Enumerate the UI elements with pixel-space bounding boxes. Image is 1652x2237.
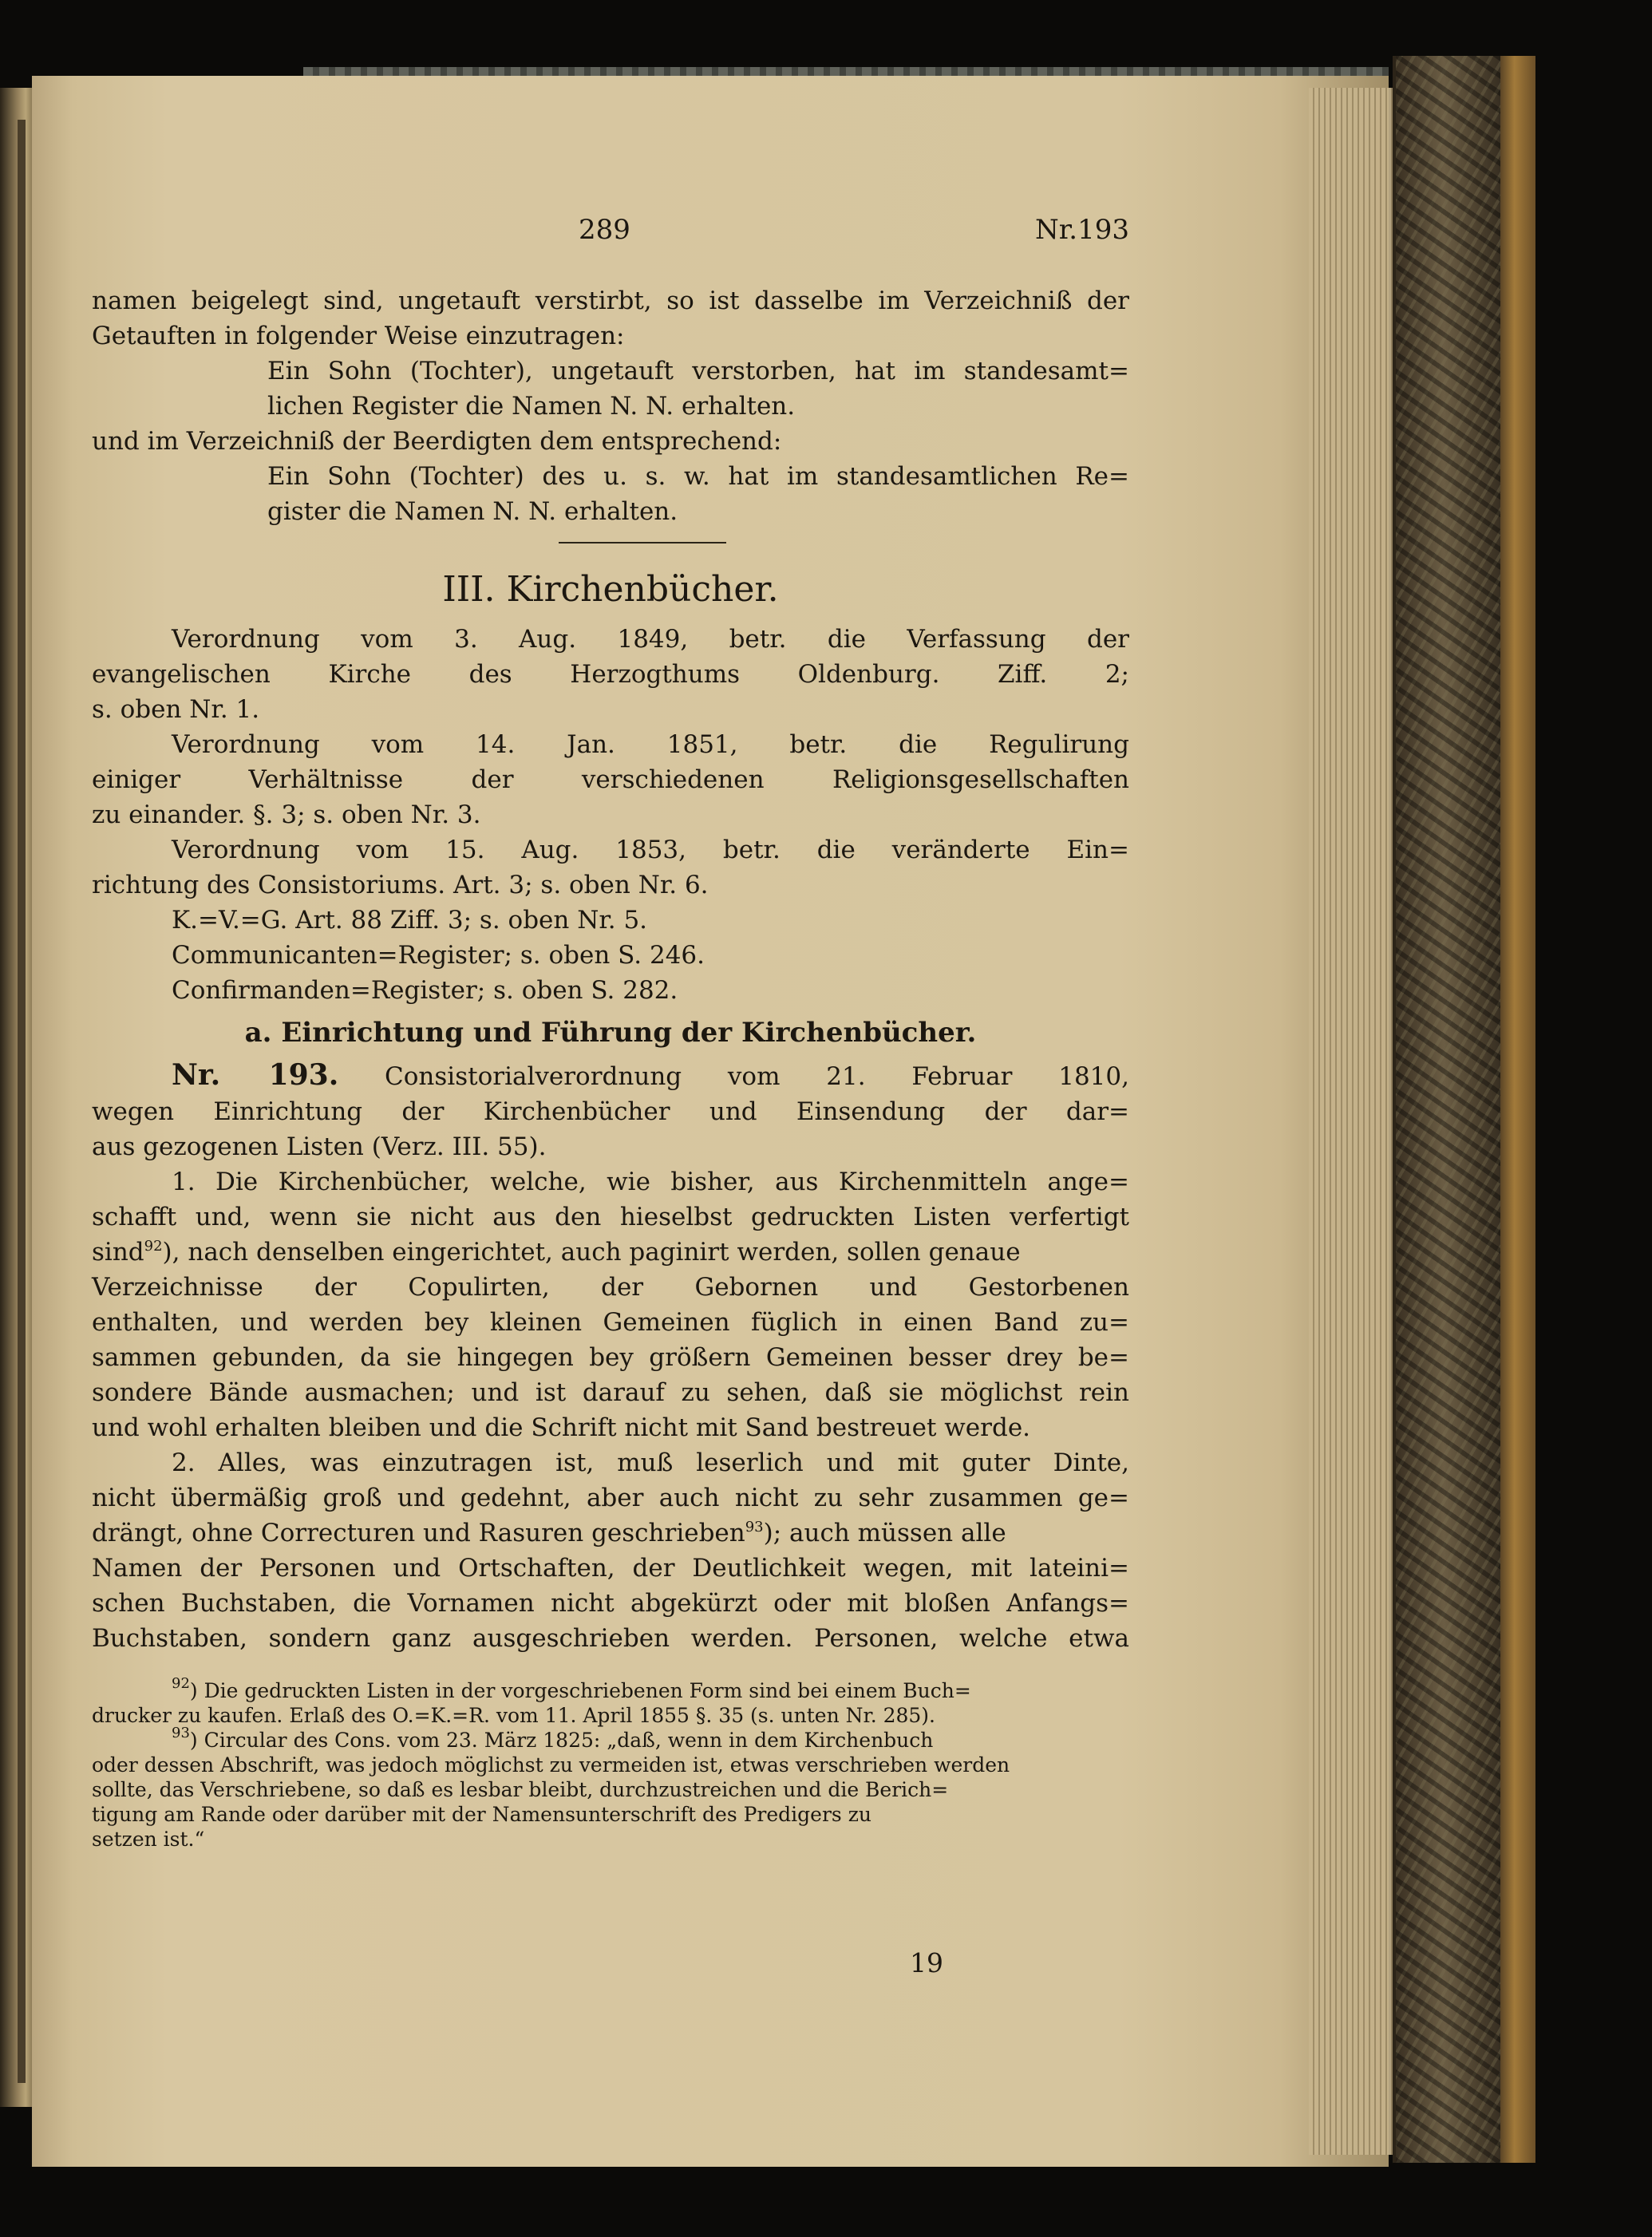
paragraph-line: nicht übermäßig groß und gedehnt, aber auch nicht zu sehr zusammen ge= <box>92 1484 1129 1512</box>
paragraph-line: Buchstaben, sondern ganz ausgeschrieben werden. Personen, welche etwa <box>92 1624 1129 1653</box>
footnote-line: setzen ist.“ <box>92 1828 205 1851</box>
reference-line: Verordnung vom 15. Aug. 1853, betr. die veränderte Ein= <box>172 836 1129 864</box>
subsection-title: a. Einrichtung und Führung der Kirchenbücher. <box>244 1017 977 1049</box>
reference-line: evangelischen Kirche des Herzogthums Oldenburg. Ziff. 2; <box>92 660 1129 689</box>
footnote-text: ) Die gedruckten Listen in der vorgeschriebenen Form sind bei einem Buch= <box>189 1679 971 1702</box>
reference-line: Confirmanden=Register; s. oben S. 282. <box>172 976 678 1005</box>
entry-heading-line: aus gezogenen Listen (Verz. III. 55). <box>92 1132 547 1161</box>
footnote-line: tigung am Rande oder darüber mit der Namensunterschrift des Predigers zu <box>92 1803 871 1826</box>
paragraph-line <box>92 1235 1129 1270</box>
paragraph-line <box>92 1516 1129 1551</box>
paragraph-line: Verzeichnisse der Copulirten, der Gebornen und Gestorbenen <box>92 1273 1129 1302</box>
reference-line: s. oben Nr. 1. <box>92 695 260 724</box>
paragraph-text: ), nach denselben eingerichtet, auch paginirt werden, sollen genaue <box>162 1238 1021 1267</box>
reference-line: zu einander. §. 3; s. oben Nr. 3. <box>92 800 481 829</box>
footnote-number: 92 <box>172 1675 190 1692</box>
reference-line: Verordnung vom 14. Jan. 1851, betr. die Regulirung <box>172 730 1129 759</box>
book-gutter <box>18 120 26 2083</box>
footnote-number: 93 <box>172 1725 190 1741</box>
entry-number: Nr. 193. <box>172 1058 339 1092</box>
quote-line: lichen Register die Namen N. N. erhalten. <box>267 392 796 421</box>
page-number: 289 <box>579 214 630 246</box>
paragraph-line: sondere Bände ausmachen; und ist darauf zu sehen, daß sie möglichst rein <box>92 1378 1129 1407</box>
text-line: und im Verzeichniß der Beerdigten dem entsprechend: <box>92 427 782 456</box>
reference-line: Verordnung vom 3. Aug. 1849, betr. die Verfassung der <box>172 625 1129 654</box>
quote-line: Ein Sohn (Tochter), ungetauft verstorben, hat im standesamt= <box>267 357 1129 385</box>
reference-line: Communicanten=Register; s. oben S. 246. <box>172 941 705 970</box>
reference-line: richtung des Consistoriums. Art. 3; s. oben Nr. 6. <box>92 871 709 899</box>
footnote-separator <box>92 1656 1129 1678</box>
paragraph-text: sind <box>92 1238 144 1267</box>
paragraph-line: 2. Alles, was einzutragen ist, muß leserlich und mit guter Dinte, <box>172 1449 1129 1477</box>
section-reference: Nr.193 <box>1035 214 1129 246</box>
footnote-mark: 93 <box>745 1519 764 1535</box>
reference-line: K.=V.=G. Art. 88 Ziff. 3; s. oben Nr. 5. <box>172 906 648 935</box>
page-text <box>92 283 1129 1852</box>
paragraph-line: sammen gebunden, da sie hingegen bey größern Gemeinen besser drey be= <box>92 1343 1129 1372</box>
footnote-line: drucker zu kaufen. Erlaß des O.=K.=R. vom 11. April 1855 §. 35 (s. unten Nr. 285). <box>92 1704 936 1727</box>
paragraph-text: drängt, ohne Correcturen und Rasuren geschrieben <box>92 1519 745 1547</box>
text-line: Getauften in folgender Weise einzutragen: <box>92 322 625 350</box>
section-title: III. Kirchenbücher. <box>442 569 779 610</box>
footnote-line: oder dessen Abschrift, was jedoch möglichst zu vermeiden ist, etwas verschrieben werden <box>92 1753 1010 1777</box>
text-line: namen beigelegt sind, ungetauft verstirbt, so ist dasselbe im Verzeichniß der <box>92 287 1129 315</box>
paragraph-line: enthalten, und werden bey kleinen Gemeinen füglich in einen Band zu= <box>92 1308 1129 1337</box>
paragraph-line: Namen der Personen und Ortschaften, der Deutlichkeit wegen, mit lateini= <box>92 1554 1129 1583</box>
divider-rule <box>559 542 726 543</box>
footnote-line <box>92 1675 1129 1703</box>
footnotes <box>92 1675 1129 1852</box>
paragraph-line: 1. Die Kirchenbücher, welche, wie bisher, aus Kirchenmitteln ange= <box>172 1168 1129 1196</box>
footnote-line <box>92 1725 1129 1753</box>
marbled-cover <box>1393 56 1516 2163</box>
leather-spine <box>1500 56 1535 2163</box>
paragraph-line: und wohl erhalten bleiben und die Schrift nicht mit Sand bestreuet werde. <box>92 1413 1031 1442</box>
footnote-text: ) Circular des Cons. vom 23. März 1825: „daß, wenn in dem Kirchenbuch <box>189 1729 934 1752</box>
paragraph-line: schafft und, wenn sie nicht aus den hieselbst gedruckten Listen verfertigt <box>92 1203 1129 1231</box>
signature-mark: 19 <box>910 1947 943 1978</box>
entry-heading-line: wegen Einrichtung der Kirchenbücher und Einsendung der dar= <box>92 1097 1129 1126</box>
reference-line: einiger Verhältnisse der verschiedenen Religionsgesellschaften <box>92 765 1129 794</box>
footnote-mark: 92 <box>144 1238 163 1255</box>
entry-heading-line <box>92 1057 1129 1094</box>
footnote-line: sollte, das Verschriebene, so daß es lesbar bleibt, durchzustreichen und die Berich= <box>92 1778 949 1801</box>
paragraph-line: schen Buchstaben, die Vornamen nicht abgekürzt oder mit bloßen Anfangs= <box>92 1589 1129 1618</box>
page-stack-edges <box>1309 88 1397 2155</box>
running-header <box>92 214 1129 249</box>
paragraph-text: ); auch müssen alle <box>763 1519 1006 1547</box>
quote-line: gister die Namen N. N. erhalten. <box>267 497 678 526</box>
quote-line: Ein Sohn (Tochter) des u. s. w. hat im standesamtlichen Re= <box>267 462 1129 491</box>
entry-heading-text: Consistorialverordnung vom 21. Februar 1810, <box>385 1062 1129 1091</box>
